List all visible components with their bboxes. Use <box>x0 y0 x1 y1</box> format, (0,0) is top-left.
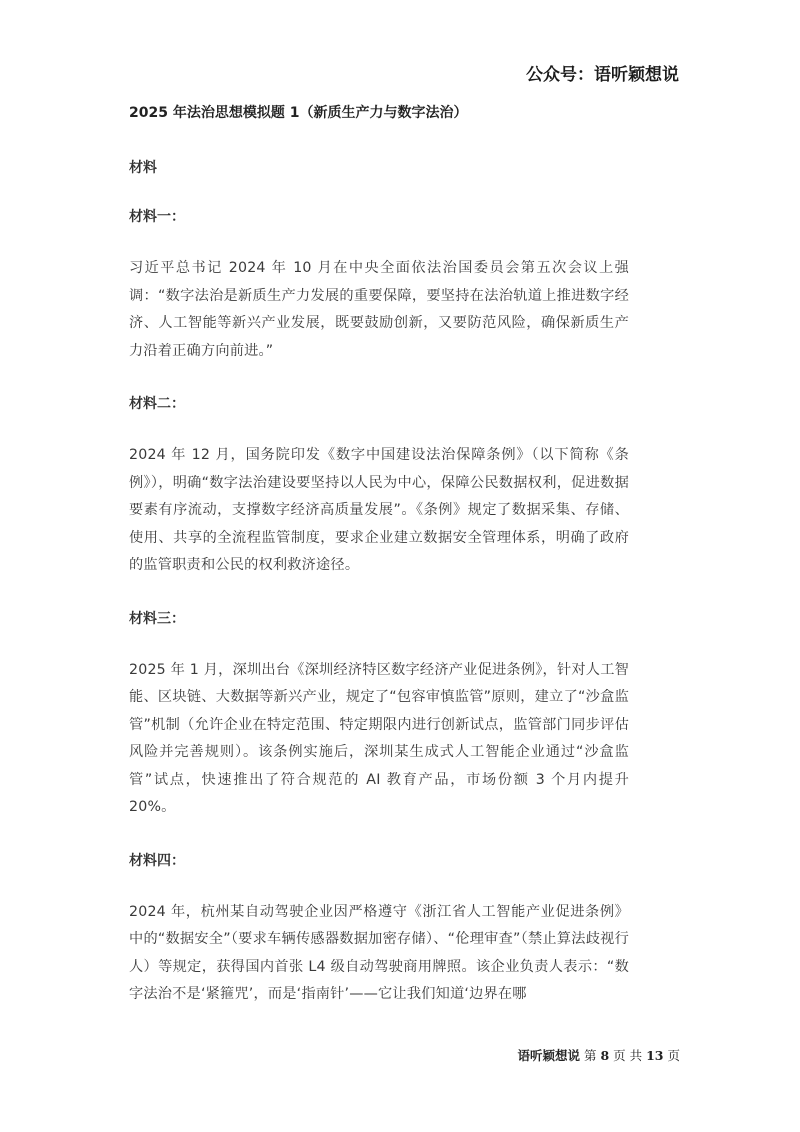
section-paragraph: 习近平总书记 2024 年 10 月在中央全面依法治国委员会第五次会议上强调：“数字法治是新质生产力发展的重要保障，要坚持在法治轨道上推进数字经济、人工智能等新兴产业发展，既要鼓励创新，又要防范风险，确保新质生产力沿着正确方向前进。” <box>129 260 629 359</box>
section-material-4 <box>129 850 629 1009</box>
footer-page-prefix: 第 <box>583 1048 597 1063</box>
section-material-2 <box>129 393 629 580</box>
section-paragraph: 2024 年 12 月，国务院印发《数字中国建设法治保障条例》（以下简称《条例》），明确“数字法治建设要坚持以人民为中心，保障公民数据权利，促进数据要素有序流动，支撑数字经济高质量发展”。《条例》规定了数据采集、存储、使用、共享的全流程监管制度，要求企业建立数据安全管理体系，明确了政府的监管职责和公民的权利救济途径。 <box>129 447 629 573</box>
footer-page-middle: 页 共 <box>613 1048 643 1063</box>
section-material-1 <box>129 206 629 365</box>
watermark-text: 公众号：语听颖想说 <box>526 65 679 85</box>
document-title: 2025 年法治思想模拟题 1（新质生产力与数字法治） <box>129 105 468 121</box>
materials-heading: 材料 <box>129 160 157 176</box>
footer-page-suffix: 页 <box>667 1048 680 1063</box>
page-footer <box>517 1046 680 1064</box>
section-material-3 <box>129 608 629 822</box>
section-label: 材料一： <box>129 209 185 225</box>
section-paragraph: 2024 年，杭州某自动驾驶企业因严格遵守《浙江省人工智能产业促进条例》中的“数据安全”（要求车辆传感器数据加密存储）、“伦理审查”（禁止算法歧视行人）等规定，获得国内首张 L4 级自动驾驶商用牌照。该企业负责人表示：“数字法治不是‘紧箍咒’，而是‘指南针’——它让我们知道‘边界在哪 <box>129 903 629 1002</box>
footer-page-total: 13 <box>646 1048 664 1063</box>
footer-page-current: 8 <box>600 1048 610 1063</box>
section-label: 材料三： <box>129 610 185 627</box>
section-label: 材料二： <box>129 396 185 412</box>
section-label: 材料四： <box>129 852 185 869</box>
document-body <box>129 102 629 1037</box>
footer-brand: 语听颖想说 <box>517 1048 580 1063</box>
section-paragraph: 2025 年 1 月，深圳出台《深圳经济特区数字经济产业促进条例》，针对人工智能、区块链、大数据等新兴产业，规定了“包容审慎监管”原则，建立了“沙盒监管”机制（允许企业在特定范围、特定期限内进行创新试点，监管部门同步评估风险并完善规则）。该条例实施后，深圳某生成式人工智能企业通过“沙盒监管”试点，快速推出了符合规范的 AI 教育产品，市场份额 3 个月内提升 20%。 <box>129 661 629 815</box>
